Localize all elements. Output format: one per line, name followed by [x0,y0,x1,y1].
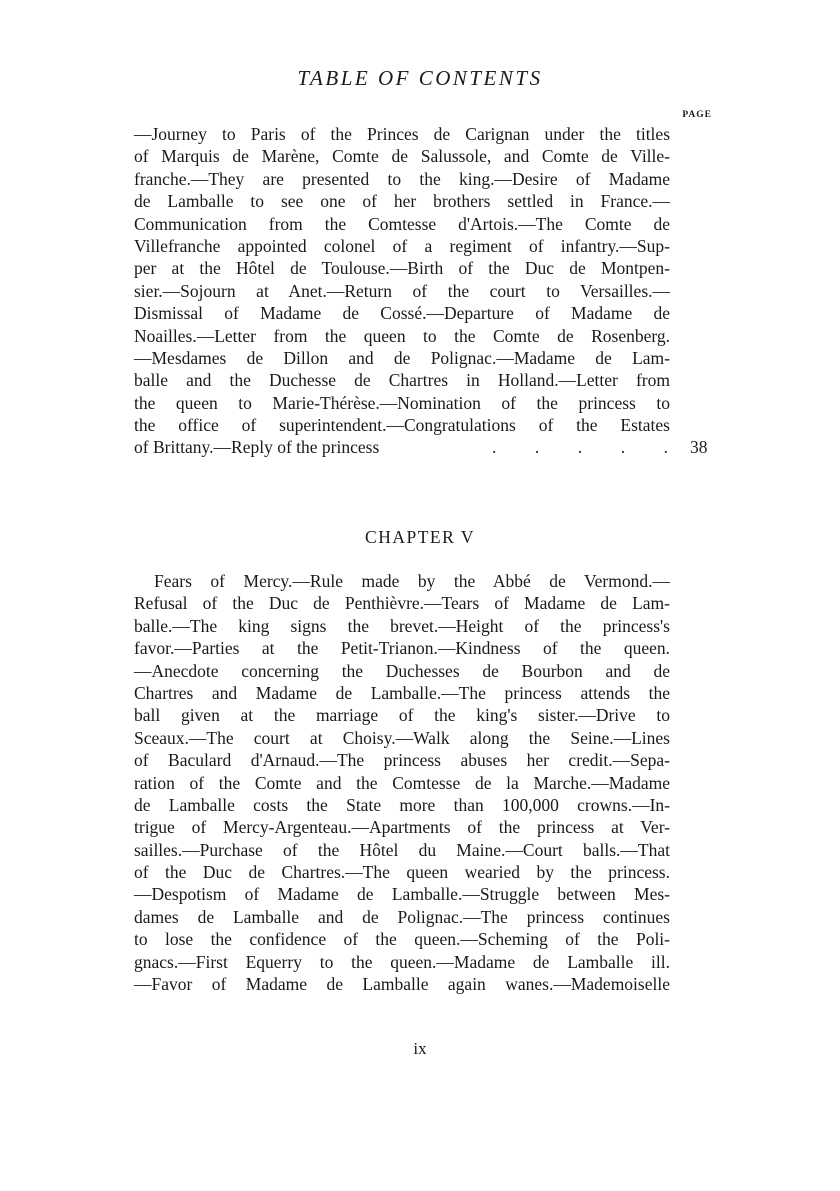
entry-line: the queen to Marie-Thérèse.—Nomination of the princess to [134,392,670,413]
entry-line: Sceaux.—The court at Choisy.—Walk along the Seine.—Lines [134,727,670,748]
entry-line: sailles.—Purchase of the Hôtel du Maine.—Court balls.—That [134,839,670,860]
entry-line: Refusal of the Duc de Penthièvre.—Tears of Madame de Lam- [134,593,670,614]
entry-line: —Mesdames de Dillon and de Polignac.—Madame de Lam- [134,347,670,368]
entry-line: Chartres and Madame de Lamballe.—The princess attends the [134,682,670,703]
entry-line: Fears of Mercy.—Rule made by the Abbé de Vermond.— [154,571,670,591]
entry-line: Noailles.—Letter from the queen to the Comte de Rosenberg. [134,325,670,346]
entry-last-line [134,436,708,458]
leader-dots [480,436,670,458]
entry-line: —Anecdote concerning the Duchesses de Bourbon and de [134,660,670,681]
entry-line: favor.—Parties at the Petit-Trianon.—Kindness of the queen. [134,638,670,659]
entry-line: Villefranche appointed colonel of a regiment of infantry.—Sup- [134,235,670,256]
entry-line: ration of the Comte and the Comtesse de la Marche.—Madame [134,772,670,793]
entry-line: of the Duc de Chartres.—The queen wearied by the princess. [134,862,670,883]
leader-dot: . [620,437,626,458]
entry-line: gnacs.—First Equerry to the queen.—Madame de Lamballe ill. [134,951,670,972]
entry-line: to lose the confidence of the queen.—Scheming of the Poli- [134,929,670,950]
entry-line: of Marquis de Marène, Comte de Salussole, and Comte de Ville- [134,146,670,167]
entry-line: —Favor of Madame de Lamballe again wanes.—Mademoiselle [134,974,670,995]
chapter-heading: CHAPTER V [365,527,475,547]
page-number: 38 [690,437,708,458]
leader-dot: . [577,437,583,458]
entry-line: per at the Hôtel de Toulouse.—Birth of the Duc de Montpen- [134,258,670,279]
entry-line: —Despotism of Madame de Lamballe.—Struggle between Mes- [134,884,670,905]
entry-line: balle.—The king signs the brevet.—Height of the princess's [134,615,670,636]
entry-line: Communication from the Comtesse d'Artois.—The Comte de [134,213,670,234]
page-column-label: PAGE [682,110,712,120]
entry-line: of Baculard d'Arnaud.—The princess abuses her credit.—Sepa- [134,750,670,771]
entry-line: the office of superintendent.—Congratulations of the Estates [134,415,670,436]
leader-dot: . [492,437,497,458]
contents-entry-chapter-iv [134,123,708,459]
entry-line: balle and the Duchesse de Chartres in Holland.—Letter from [134,370,670,391]
entry-line: de Lamballe costs the State more than 100,000 crowns.—In- [134,794,670,815]
entry-line: sier.—Sojourn at Anet.—Return of the court to Versailles.— [134,280,670,301]
entry-line: ball given at the marriage of the king's sister.—Drive to [134,705,670,726]
entry-line-text: of Brittany.—Reply of the princess [134,437,380,458]
leader-dot: . [663,437,668,458]
page-folio: ix [413,1039,427,1058]
contents-entry-chapter-v [134,570,670,995]
entry-line: trigue of Mercy-Argenteau.—Apartments of the princess at Ver- [134,817,670,838]
running-head: TABLE OF CONTENTS [297,66,543,90]
entry-line: —Journey to Paris of the Princes de Carignan under the titles [134,124,670,144]
entry-line: dames de Lamballe and de Polignac.—The princess continues [134,906,670,927]
entry-line: Dismissal of Madame de Cossé.—Departure of Madame de [134,303,670,324]
entry-line: de Lamballe to see one of her brothers settled in France.— [134,191,670,212]
leader-dot: . [534,437,540,458]
entry-line: franche.—They are presented to the king.—Desire of Madame [134,168,670,189]
